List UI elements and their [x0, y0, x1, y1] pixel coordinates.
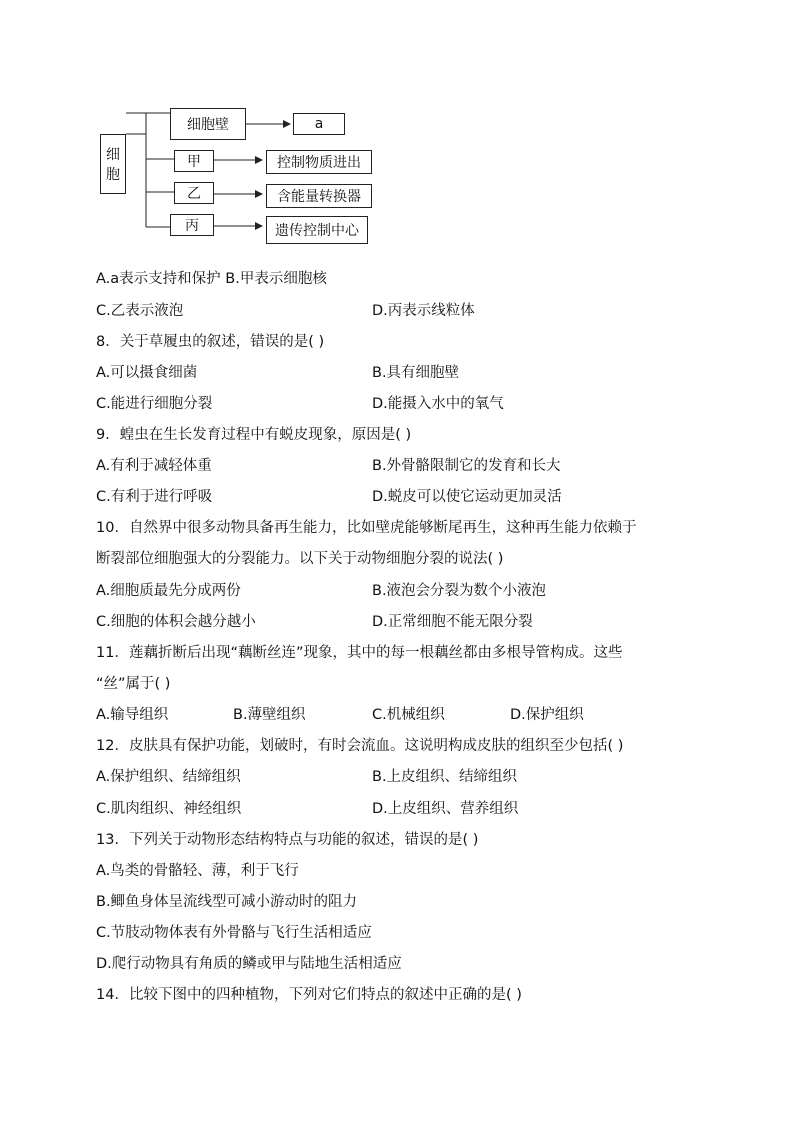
cell-structure-diagram: [96, 104, 396, 249]
diagram-box-energy-converter: [266, 184, 372, 208]
diagram-box-genetic-control-label: 遗传控制中心: [275, 223, 359, 239]
diagram-box-cell-wall-label: 细胞壁: [187, 117, 229, 133]
q11-option-d: D.保护组织: [510, 707, 584, 723]
q11-option-a: A.输导组织: [96, 707, 169, 723]
q7-option-d: D.丙表示线粒体: [372, 303, 475, 319]
diagram-box-a: [293, 113, 345, 135]
q12-option-c: C.肌肉组织、神经组织: [96, 801, 242, 817]
q9-option-a: A.有利于减轻体重: [96, 458, 212, 474]
q8-stem: 8．关于草履虫的叙述，错误的是( ): [96, 334, 325, 350]
diagram-box-bing: [170, 214, 214, 236]
diagram-root-char-1: 细: [106, 147, 120, 163]
diagram-box-a-label: a: [314, 116, 324, 132]
q13-option-c: C.节肢动物体表有外骨骼与飞行生活相适应: [96, 925, 372, 941]
q8-option-c: C.能进行细胞分裂: [96, 396, 213, 412]
q9-option-c: C.有利于进行呼吸: [96, 489, 213, 505]
q12-option-a: A.保护组织、结缔组织: [96, 769, 241, 785]
diagram-box-cell-wall: [170, 108, 246, 140]
diagram-box-jia-label: 甲: [187, 154, 201, 170]
q9-option-b: B.外骨骼限制它的发育和长大: [372, 458, 561, 474]
q10-option-a: A.细胞质最先分成两份: [96, 583, 241, 599]
q13-option-b: B.鲫鱼身体呈流线型可减小游动时的阻力: [96, 894, 358, 910]
diagram-box-yi-label: 乙: [187, 186, 201, 202]
diagram-box-control-transport: [266, 150, 372, 174]
q8-option-b: B.具有细胞壁: [372, 365, 460, 381]
q12-option-d: D.上皮组织、营养组织: [372, 801, 519, 817]
q12-stem: 12．皮肤具有保护功能，划破时，有时会流血。这说明构成皮肤的组织至少包括( ): [96, 738, 624, 754]
diagram-box-bing-label: 丙: [185, 218, 199, 234]
diagram-box-control-transport-label: 控制物质进出: [277, 155, 361, 171]
diagram-root-box: [100, 134, 126, 194]
q8-option-a: A.可以摄食细菌: [96, 365, 198, 381]
q10-option-d: D.正常细胞不能无限分裂: [372, 614, 533, 630]
q8-option-d: D.能摄入水中的氧气: [372, 396, 504, 412]
q7-option-c: C.乙表示液泡: [96, 303, 184, 319]
q10-option-b: B.液泡会分裂为数个小液泡: [372, 583, 547, 599]
q14-stem: 14．比较下图中的四种植物，下列对它们特点的叙述中正确的是( ): [96, 987, 522, 1003]
diagram-box-energy-converter-label: 含能量转换器: [277, 189, 361, 205]
diagram-box-genetic-control: [266, 216, 368, 244]
q13-option-d: D.爬行动物具有角质的鳞或甲与陆地生活相适应: [96, 956, 402, 972]
q11-stem-line1: 11．莲藕折断后出现“藕断丝连”现象，其中的每一根藕丝都由多根导管构成。这些: [96, 645, 623, 661]
q10-stem-line1: 10．自然界中很多动物具备再生能力，比如壁虎能够断尾再生，这种再生能力依赖于: [96, 520, 637, 536]
q11-option-b: B.薄壁组织: [233, 707, 306, 723]
q10-option-c: C.细胞的体积会越分越小: [96, 614, 256, 630]
q10-stem-line2: 断裂部位细胞强大的分裂能力。以下关于动物细胞分裂的说法( ): [96, 551, 504, 567]
q11-option-c: C.机械组织: [372, 707, 445, 723]
diagram-root-char-2: 胞: [106, 167, 120, 183]
q13-stem: 13．下列关于动物形态结构特点与功能的叙述，错误的是( ): [96, 832, 479, 848]
q7-option-ab: A.a表示支持和保护 B.甲表示细胞核: [96, 271, 327, 287]
q9-stem: 9．蝗虫在生长发育过程中有蜕皮现象，原因是( ): [96, 427, 412, 443]
diagram-box-yi: [174, 182, 214, 204]
diagram-box-jia: [174, 150, 214, 172]
q12-option-b: B.上皮组织、结缔组织: [372, 769, 518, 785]
q11-stem-line2: “丝”属于( ): [96, 676, 171, 692]
q9-option-d: D.蜕皮可以使它运动更加灵活: [372, 489, 562, 505]
q13-option-a: A.鸟类的骨骼轻、薄，利于飞行: [96, 863, 299, 879]
